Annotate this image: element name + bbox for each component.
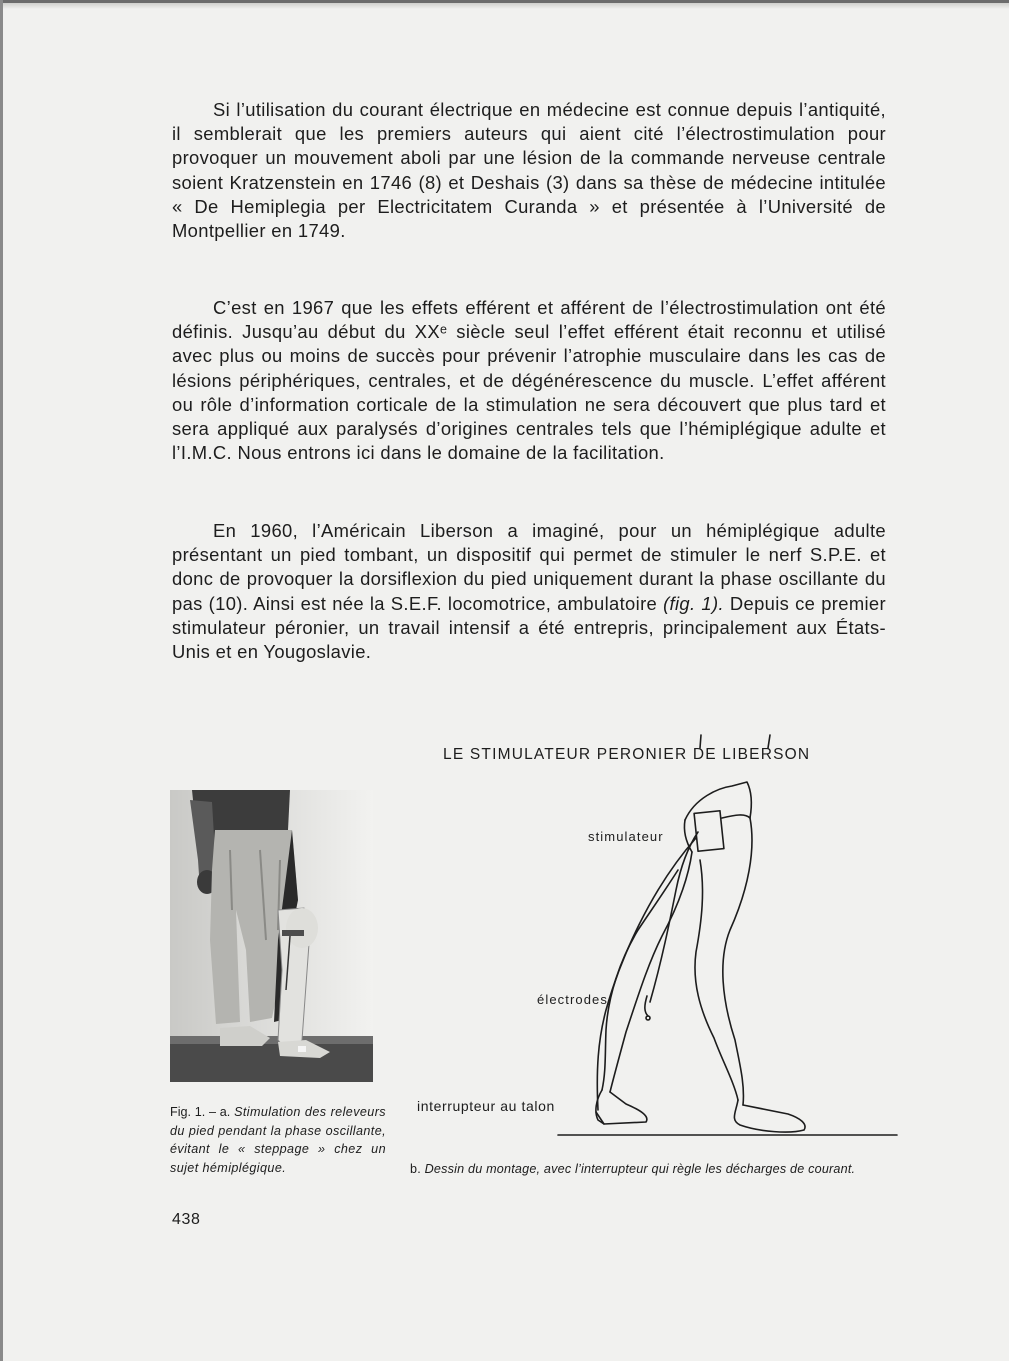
stimulator-diagram [400, 720, 900, 1150]
paragraph-2-text: C’est en 1967 que les effets efférent et afférent de l’électrostimulation ont été définis. Jusqu’au début du XXᵉ siècle seul l’effet efférent était reconnu et utilisé avec plus ou moins de succès pour prévenir l’atrophie musculaire dans les cas de lésions périphériques, centrales, et de dégénérescence du muscle. L’effet afférent ou rôle d’information corticale de la stimulation ne sera découvert que plus tard et sera appliqué aux paralysés d’origines centrales tels que l’hémiplégique adulte et l’I.M.C. Nous entrons ici dans le domaine de la facilitation. [172, 297, 886, 464]
page-left-edge [0, 0, 3, 1361]
page-number: 438 [172, 1211, 201, 1228]
figure-photo [170, 790, 373, 1082]
label-stimulator: stimulateur [588, 829, 664, 844]
paragraph-1 [172, 98, 886, 243]
figure-caption-a [170, 1103, 386, 1177]
figure-caption-b-text: Dessin du montage, avec l’interrupteur qui règle les décharges de courant. [424, 1162, 856, 1176]
paragraph-2 [172, 296, 886, 465]
page-shadow [3, 3, 1009, 9]
paragraph-3-text-start: En 1960, l’Américain Liberson a imaginé, pour un hémiplégique adulte présentant un pied tombant, un dispositif qui permet de stimuler le nerf S.P.E. et donc de provoquer la dorsiflexion du pied uniquement durant la phase oscillante du pas (10). Ainsi est née la S.E.F. locomotrice, ambulatoire [172, 520, 886, 614]
paragraph-1-text: Si l’utilisation du courant électrique en médecine est connue depuis l’antiquité, il semblerait que les premiers auteurs qui aient cité l’électrostimulation pour provoquer un mouvement aboli par une lésion de la commande nerveuse centrale soient Kratzenstein en 1746 (8) et Deshais (3) dans sa thèse de médecine intitulée « De Hemiplegia per Electricitatem Curanda » et présentée à l’Université de Montpellier en 1749. [172, 99, 886, 242]
figure-caption-a-label: Fig. 1. – a. [170, 1105, 231, 1119]
figure-caption-b-label: b. [410, 1162, 421, 1176]
figure-caption-b [410, 1160, 890, 1179]
figure-caption-a-text: Stimulation des releveurs du pied pendant la phase oscillante, évitant le « steppage » chez un sujet hémiplégique. [170, 1105, 386, 1175]
diagram-title: LE STIMULATEUR PERONIER DE LIBERSON [443, 746, 811, 763]
label-electrodes: électrodes [537, 992, 608, 1007]
paragraph-3 [172, 519, 886, 664]
paragraph-3-text-end: Depuis ce premier stimulateur péronier, un travail intensif a été entrepris, principalement aux États-Unis et en Yougoslavie. [172, 592, 886, 663]
figure-reference: (fig. 1). [663, 592, 724, 614]
label-heel-switch: interrupteur au talon [417, 1098, 555, 1114]
